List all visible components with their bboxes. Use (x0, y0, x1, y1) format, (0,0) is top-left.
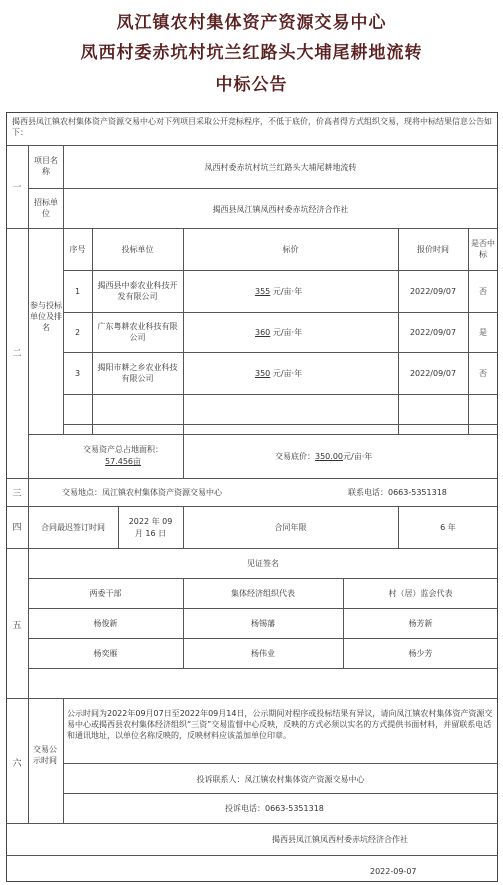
section-2-number: 二 (12, 349, 22, 359)
bidder-row-3-won: 否 (479, 369, 487, 378)
issuer-name: 揭西县凤江镇凤西村委赤坑经济合作社 (272, 835, 408, 844)
title-line2: 凤西村委赤坑村坑兰红路头大埔尾耕地流转 (80, 43, 423, 63)
witness-signature-2-3: 杨少芳 (408, 649, 433, 658)
witness-header-committee: 两委干部 (89, 589, 122, 598)
bidder-header-price: 标价 (282, 245, 299, 254)
bidder-header-no: 序号 (69, 245, 86, 254)
bidder-row-2-time: 2022/09/07 (409, 328, 457, 337)
location-label: 交易地点：凤江镇农村集体资产资源交易中心 (62, 488, 222, 497)
section-3-number: 三 (12, 489, 22, 499)
witness-signature-1-3: 杨芳新 (408, 619, 433, 628)
publicity-side-label: 交易公示时间 (33, 745, 57, 765)
bidder-row-1-price: 355 (255, 287, 271, 296)
contract-date-line2: 月 16 日 (134, 529, 167, 538)
contract-date-label: 合同最迟签订时间 (41, 523, 105, 532)
section-4-number: 四 (12, 523, 22, 533)
title-line1: 凤江镇农村集体资产资源交易中心 (116, 13, 387, 33)
floor-price-cell (275, 451, 475, 462)
bidder-row-3-time: 2022/09/07 (409, 369, 457, 378)
bidder-row-3-no: 3 (74, 369, 81, 378)
tender-unit-value: 揭西县凤江镇凤西村委赤坑经济合作社 (212, 205, 349, 214)
bidder-row-1-unit: 揭西县中泰农业科技开发有限公司 (97, 281, 178, 301)
project-name-value: 凤西村委赤坑村坑兰红路头大埔尾耕地流转 (204, 163, 357, 172)
project-name-label: 项目名称 (34, 156, 58, 176)
complaint-contact: 投诉联系人：凤江镇农村集体资产资源交易中心 (196, 775, 365, 784)
bidder-row-2-no: 2 (74, 328, 81, 337)
witness-title: 见证签名 (247, 559, 279, 568)
witness-signature-1-2: 杨锡藩 (251, 619, 275, 628)
issue-date: 2022-09-07 (370, 867, 417, 876)
bidder-header-won: 是否中标 (471, 239, 495, 259)
area-value: 57.456亩 (105, 457, 141, 466)
bidder-row-3-price-unit: 元/亩·年 (272, 369, 303, 378)
bidder-row-2-won: 是 (479, 328, 487, 337)
bidder-row-1-price-cell (255, 286, 385, 297)
floor-price-unit: 元/亩·年 (343, 452, 373, 461)
contract-term-label: 合同年限 (274, 523, 307, 532)
section-6-number: 六 (12, 759, 22, 769)
floor-price-label: 交易底价： (275, 452, 315, 461)
section-5-number: 五 (12, 621, 22, 631)
bidder-row-3-price-cell (255, 368, 385, 379)
contract-term-value: 6 年 (440, 523, 456, 532)
bidder-row-2-unit: 广东粤耕农业科技有限公司 (97, 322, 178, 342)
witness-signature-2-1: 杨奕雁 (93, 649, 118, 658)
witness-signature-1-1: 杨俊新 (93, 619, 118, 628)
bidder-row-2-price: 360 (255, 328, 271, 337)
title-line3: 中标公告 (215, 75, 288, 95)
bidder-row-3-price: 350 (255, 369, 271, 378)
bidder-row-1-won: 否 (479, 287, 487, 296)
bidder-row-1-no: 1 (74, 287, 81, 296)
floor-price-value: 350.00 (315, 452, 343, 461)
intro-text: 揭西县凤江镇农村集体资产资源交易中心对下列项目采取公开竞标程序，不低于底价，价高者得方式组织交易，现将中标结果信息公告如下： (12, 117, 492, 137)
location-phone: 联系电话：0663-5351318 (348, 488, 447, 497)
section-1-number: 一 (12, 183, 22, 193)
contract-date-line1: 2022 年 09 (128, 517, 173, 526)
publicity-text: 公示时间为2022年09月07日至2022年09月14日，公示期间对程序或投标结果有异议，请向凤江镇农村集体资产资源交易中心或揭西县农村集体经济组织“三资”交易监督中心反映，反映的方式必须以实名的方式提供书面材料，并留联系电话和通讯地址，以单位名称反映的，反映材料应该盖加单位印章。 (67, 709, 493, 740)
bidder-row-3-unit: 揭阳市耕之乡农业科技有限公司 (97, 363, 178, 383)
bidder-header-time: 报价时间 (417, 245, 449, 254)
witness-signature-2-2: 杨伟业 (251, 649, 275, 658)
bidder-row-1-time: 2022/09/07 (409, 287, 457, 296)
bidder-row-2-price-cell (255, 327, 385, 338)
complaint-phone: 投诉电话：0663-5351318 (225, 804, 324, 813)
witness-header-collective: 集体经济组织代表 (231, 589, 295, 598)
bidder-row-2-price-unit: 元/亩·年 (272, 328, 303, 337)
bidder-header-unit: 投标单位 (121, 245, 154, 254)
bidder-row-1-price-unit: 元/亩·年 (272, 287, 303, 296)
bidders-side-label: 参与投标单位及排名 (30, 301, 62, 332)
area-label: 交易资产总占地面积： (83, 445, 163, 454)
witness-header-supervisor: 村（居）监会代表 (388, 589, 453, 598)
tender-unit-label: 招标单位 (34, 198, 58, 218)
